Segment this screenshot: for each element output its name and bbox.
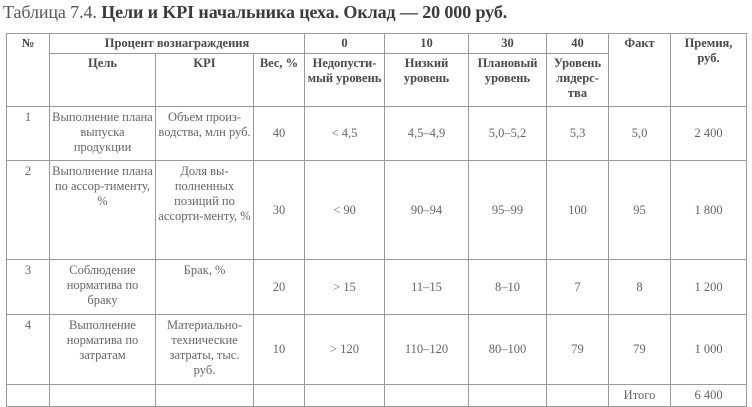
cell-fact: 5,0 (609, 107, 671, 161)
cell-bonus: 1 200 (671, 260, 747, 315)
header-num: № (7, 34, 50, 107)
cell-num: 2 (7, 161, 50, 260)
cell-goal: Выполнение плана по ассор-тименту, % (50, 161, 156, 260)
cell-empty (547, 385, 609, 407)
cell-empty (50, 385, 156, 407)
cell-low: 4,5–4,9 (385, 107, 469, 161)
cell-empty (7, 385, 50, 407)
cell-num: 4 (7, 315, 50, 385)
table-caption (3, 2, 507, 23)
cell-fact: 95 (609, 161, 671, 260)
cell-num: 3 (7, 260, 50, 315)
cell-empty (156, 385, 254, 407)
table-row (7, 161, 747, 260)
header-percent-30: 30 (469, 34, 547, 54)
cell-unacceptable: > 15 (305, 260, 385, 315)
header-weight: Вес, % (254, 54, 305, 107)
cell-leader: 79 (547, 315, 609, 385)
cell-leader: 5,3 (547, 107, 609, 161)
caption-prefix: Таблица 7.4. (3, 2, 97, 22)
cell-low: 90–94 (385, 161, 469, 260)
cell-unacceptable: < 90 (305, 161, 385, 260)
header-level-unacceptable: Недопусти-мый уровень (305, 54, 385, 107)
cell-fact: 79 (609, 315, 671, 385)
header-level-low: Низкий уровень (385, 54, 469, 107)
header-percent-40: 40 (547, 34, 609, 54)
cell-leader: 7 (547, 260, 609, 315)
cell-planned: 8–10 (469, 260, 547, 315)
header-percent-0: 0 (305, 34, 385, 54)
header-percent-10: 10 (385, 34, 469, 54)
table-row (7, 107, 747, 161)
cell-planned: 80–100 (469, 315, 547, 385)
header-level-leader: Уровень лидерс-тва (547, 54, 609, 107)
cell-goal: Выполнение плана выпуска продукции (50, 107, 156, 161)
cell-bonus: 2 400 (671, 107, 747, 161)
cell-empty (469, 385, 547, 407)
cell-weight: 10 (254, 315, 305, 385)
cell-kpi: Материально-технические затраты, тыс. руб. (156, 315, 254, 385)
total-bonus: 6 400 (671, 385, 747, 407)
cell-fact: 8 (609, 260, 671, 315)
total-row (7, 385, 747, 407)
header-reward-percent: Процент вознаграждения (50, 34, 305, 54)
header-kpi: KPI (156, 54, 254, 107)
total-label: Итого (609, 385, 671, 407)
cell-goal: Выполнение норматива по затратам (50, 315, 156, 385)
header-bonus: Премия, руб. (671, 34, 747, 107)
cell-weight: 40 (254, 107, 305, 161)
cell-low: 11–15 (385, 260, 469, 315)
cell-unacceptable: < 4,5 (305, 107, 385, 161)
cell-kpi: Доля вы-полненных позиций по ассорти-менту, % (156, 161, 254, 260)
cell-empty (254, 385, 305, 407)
header-row-1 (7, 34, 747, 54)
header-fact: Факт (609, 34, 671, 107)
cell-weight: 20 (254, 260, 305, 315)
cell-unacceptable: > 120 (305, 315, 385, 385)
kpi-table (6, 33, 747, 407)
header-goal: Цель (50, 54, 156, 107)
cell-low: 110–120 (385, 315, 469, 385)
caption-title: Цели и KPI начальника цеха. Оклад — 20 000 руб. (101, 2, 508, 22)
cell-kpi: Объем произ-водства, млн руб. (156, 107, 254, 161)
cell-empty (305, 385, 385, 407)
table-row (7, 315, 747, 385)
cell-empty (385, 385, 469, 407)
header-level-planned: Плановый уровень (469, 54, 547, 107)
table-row (7, 260, 747, 315)
cell-kpi: Брак, % (156, 260, 254, 315)
cell-leader: 100 (547, 161, 609, 260)
cell-weight: 30 (254, 161, 305, 260)
cell-planned: 5,0–5,2 (469, 107, 547, 161)
cell-bonus: 1 000 (671, 315, 747, 385)
cell-bonus: 1 800 (671, 161, 747, 260)
cell-num: 1 (7, 107, 50, 161)
cell-planned: 95–99 (469, 161, 547, 260)
cell-goal: Соблюдение норматива по браку (50, 260, 156, 315)
